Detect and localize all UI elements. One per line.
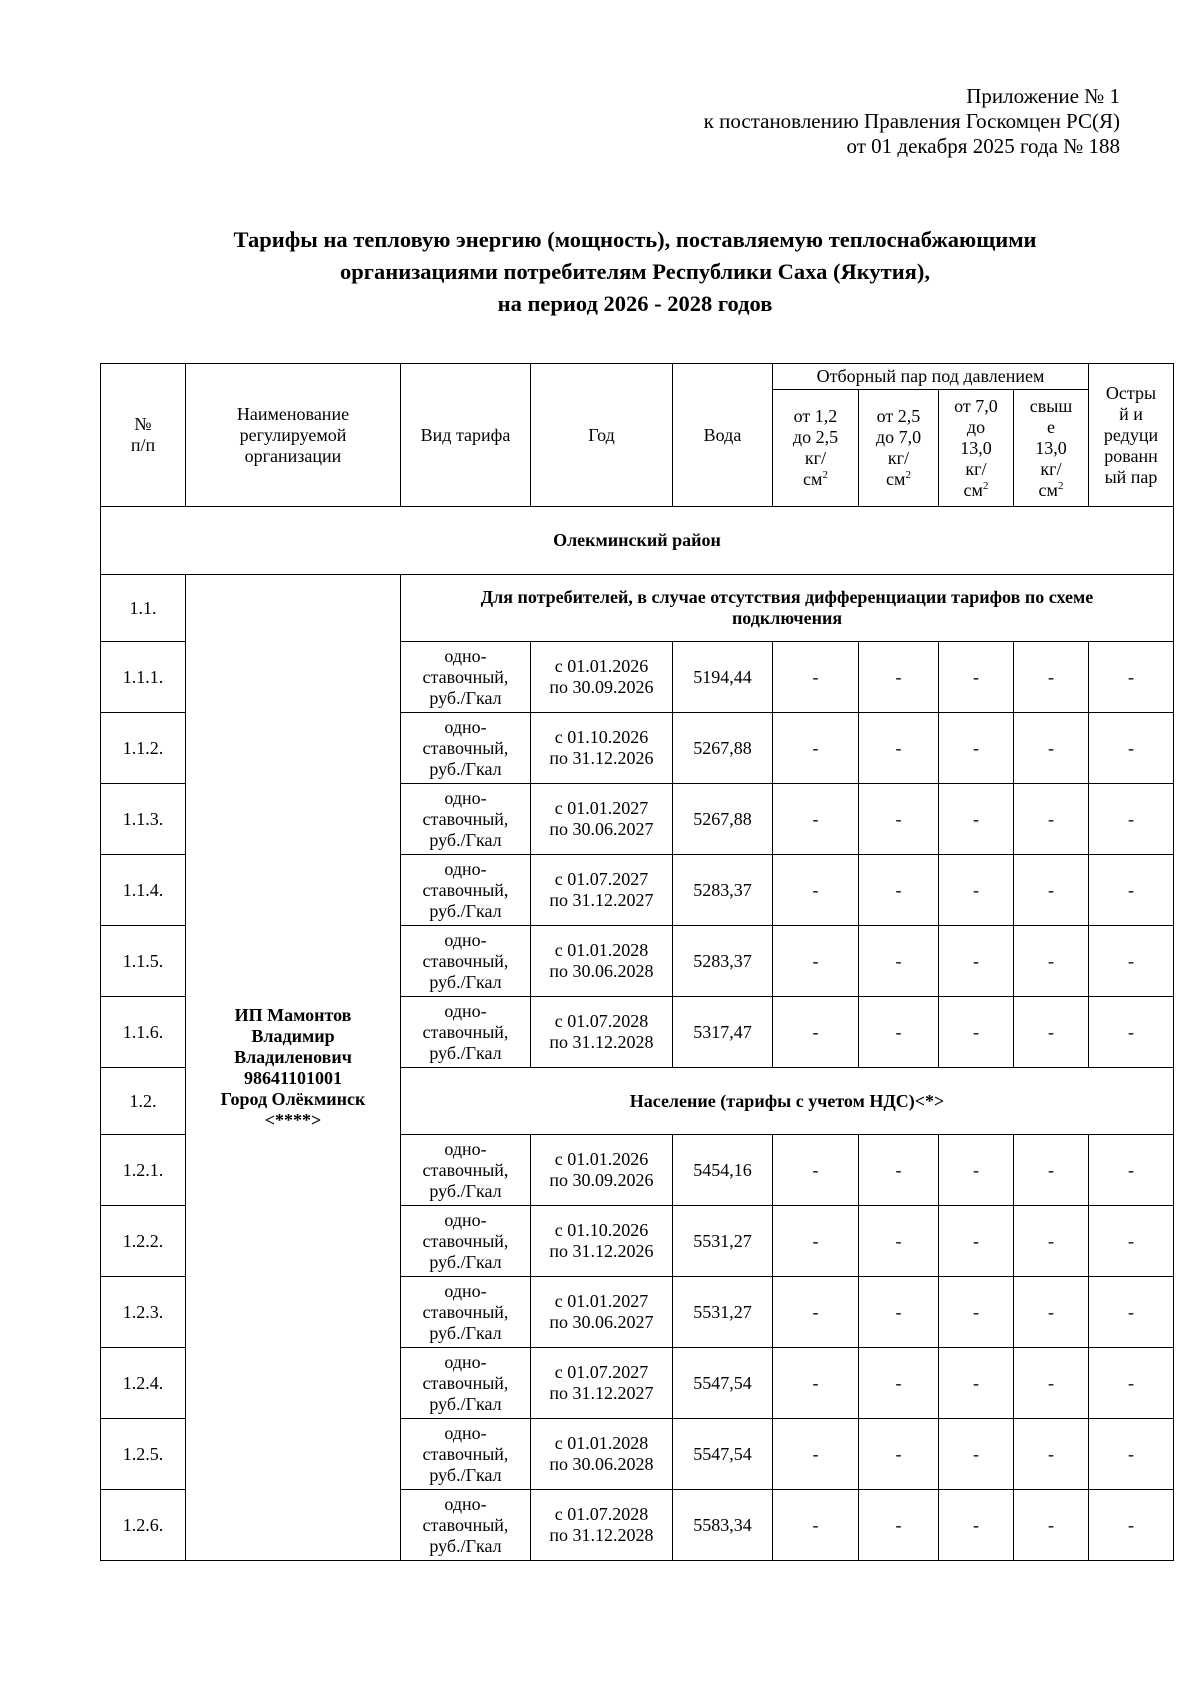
header-steam-1 <box>773 390 859 507</box>
tariff-type-line: руб./Гкал <box>429 1180 502 1201</box>
tariff-type-line: руб./Гкал <box>429 1535 502 1556</box>
organization-line: Город Олёкминск <box>220 1088 366 1109</box>
sharp-steam-value: - <box>1089 642 1174 713</box>
steam-4-value: - <box>1014 784 1089 855</box>
tariff-type-cell <box>401 642 531 713</box>
steam-4-value: - <box>1014 1490 1089 1561</box>
section-label-line: Для потребителей, в случае отсутствия дифференциации тарифов по схеме <box>480 587 1094 607</box>
unit-superscript: 2 <box>905 469 911 481</box>
title-line-3: на период 2026 - 2028 годов <box>497 291 773 316</box>
tariff-type-cell <box>401 713 531 784</box>
period-line: с 01.01.2027 <box>554 1291 649 1311</box>
period-line: по 31.12.2028 <box>549 1032 654 1052</box>
unit-text: см <box>886 469 906 489</box>
header-steam-line <box>861 469 936 490</box>
tariff-type-line: ставочный, <box>422 1301 509 1322</box>
steam-2-value: - <box>859 1419 939 1490</box>
period-line: по 30.09.2026 <box>549 1170 654 1190</box>
header-sharp-steam <box>1089 364 1174 507</box>
unit-text: см <box>963 479 983 500</box>
steam-2-value: - <box>859 784 939 855</box>
region-row: Олекминский район <box>101 507 1174 575</box>
unit-text: см <box>1038 479 1058 500</box>
steam-1-value: - <box>773 1348 859 1419</box>
header-steam-line <box>941 480 1011 501</box>
row-number: 1.1.2. <box>101 713 186 784</box>
tariff-type-line: руб./Гкал <box>429 758 502 779</box>
tariff-type-line: ставочный, <box>422 1021 509 1042</box>
water-value: 5531,27 <box>673 1206 773 1277</box>
steam-3-value: - <box>939 1419 1014 1490</box>
sharp-steam-value: - <box>1089 1135 1174 1206</box>
steam-3-value: - <box>939 997 1014 1068</box>
row-number: 1.1.3. <box>101 784 186 855</box>
period-cell <box>531 1419 673 1490</box>
tariff-type-cell <box>401 1277 531 1348</box>
period-line: по 30.06.2027 <box>549 819 654 839</box>
appendix-line-2: к постановлению Правления Госкомцен РС(Я) <box>703 109 1120 133</box>
period-cell <box>531 1277 673 1348</box>
tariff-type-line: руб./Гкал <box>429 1251 502 1272</box>
steam-3-value: - <box>939 1135 1014 1206</box>
steam-1-value: - <box>773 1419 859 1490</box>
unit-superscript: 2 <box>822 469 828 481</box>
tariff-type-cell <box>401 1419 531 1490</box>
period-line: по 31.12.2026 <box>549 748 654 768</box>
tariff-type-line: одно- <box>444 1351 487 1372</box>
period-line: с 01.07.2027 <box>554 1362 649 1382</box>
tariff-type-line: одно- <box>444 787 487 808</box>
header-steam-line <box>775 469 856 490</box>
water-value: 5194,44 <box>673 642 773 713</box>
header-org-line: организации <box>244 445 342 466</box>
row-number: 1.2.2. <box>101 1206 186 1277</box>
steam-2-value: - <box>859 855 939 926</box>
tariff-type-line: руб./Гкал <box>429 1042 502 1063</box>
water-value: 5317,47 <box>673 997 773 1068</box>
tariff-table <box>100 363 1174 1561</box>
header-steam-line: до 7,0 <box>875 427 922 447</box>
header-steam-line: 13,0 <box>960 437 992 458</box>
steam-1-value: - <box>773 1206 859 1277</box>
tariff-type-line: одно- <box>444 1209 487 1230</box>
section-row <box>101 575 1174 642</box>
period-line: с 01.01.2026 <box>554 1149 649 1169</box>
header-org-line: регулируемой <box>239 424 347 445</box>
tariff-type-line: одно- <box>444 1000 487 1021</box>
steam-1-value: - <box>773 926 859 997</box>
tariff-type-line: руб./Гкал <box>429 971 502 992</box>
water-value: 5283,37 <box>673 926 773 997</box>
period-cell <box>531 1348 673 1419</box>
header-steam-line <box>1016 480 1086 501</box>
period-line: с 01.10.2026 <box>554 1220 649 1240</box>
tariff-type-line: одно- <box>444 1280 487 1301</box>
steam-1-value: - <box>773 855 859 926</box>
period-line: с 01.01.2026 <box>554 656 649 676</box>
steam-4-value: - <box>1014 1419 1089 1490</box>
tariff-type-line: ставочный, <box>422 1372 509 1393</box>
organization-cell <box>186 575 401 1561</box>
tariff-type-line: руб./Гкал <box>429 829 502 850</box>
tariff-type-line: ставочный, <box>422 1443 509 1464</box>
steam-3-value: - <box>939 926 1014 997</box>
period-line: по 31.12.2028 <box>549 1525 654 1545</box>
period-line: с 01.07.2027 <box>554 869 649 889</box>
period-cell <box>531 1135 673 1206</box>
row-number: 1.1.4. <box>101 855 186 926</box>
steam-2-value: - <box>859 1348 939 1419</box>
steam-3-value: - <box>939 1277 1014 1348</box>
header-steam-line: от 2,5 <box>876 406 921 426</box>
section-label <box>401 1068 1174 1135</box>
row-number: 1.1.5. <box>101 926 186 997</box>
period-cell <box>531 784 673 855</box>
unit-superscript: 2 <box>982 479 989 492</box>
period-line: по 30.06.2028 <box>549 961 654 981</box>
sharp-steam-value: - <box>1089 1348 1174 1419</box>
tariff-type-cell <box>401 1490 531 1561</box>
header-sharp-line: рованн <box>1104 445 1158 466</box>
period-line: с 01.01.2028 <box>554 1433 649 1453</box>
steam-2-value: - <box>859 1206 939 1277</box>
header-steam-2 <box>859 390 939 507</box>
period-cell <box>531 1206 673 1277</box>
sharp-steam-value: - <box>1089 1490 1174 1561</box>
row-number: 1.2.4. <box>101 1348 186 1419</box>
tariff-type-cell <box>401 1206 531 1277</box>
header-steam-line: 13,0 <box>1035 437 1067 458</box>
steam-4-value: - <box>1014 997 1089 1068</box>
organization-line: Владиленович <box>234 1046 352 1067</box>
row-number: 1.2.1. <box>101 1135 186 1206</box>
steam-1-value: - <box>773 1135 859 1206</box>
organization-line: 98641101001 <box>243 1067 342 1088</box>
header-steam-3 <box>939 390 1014 507</box>
sharp-steam-value: - <box>1089 997 1174 1068</box>
header-number <box>101 364 186 507</box>
steam-3-value: - <box>939 1348 1014 1419</box>
tariff-type-line: ставочный, <box>422 1514 509 1535</box>
header-tariff-type: Вид тарифа <box>401 364 531 507</box>
header-sharp-line: ый пар <box>1104 466 1158 487</box>
tariff-type-line: ставочный, <box>422 808 509 829</box>
water-value: 5267,88 <box>673 713 773 784</box>
header-number-line: п/п <box>130 435 156 455</box>
steam-1-value: - <box>773 997 859 1068</box>
title-line-1: Тарифы на тепловую энергию (мощность), поставляемую теплоснабжающими <box>233 227 1037 252</box>
steam-3-value: - <box>939 855 1014 926</box>
tariff-type-line: одно- <box>444 929 487 950</box>
header-number-line: № <box>134 414 152 434</box>
steam-4-value: - <box>1014 926 1089 997</box>
section-number: 1.2. <box>101 1068 186 1135</box>
sharp-steam-value: - <box>1089 1277 1174 1348</box>
steam-3-value: - <box>939 1490 1014 1561</box>
steam-2-value: - <box>859 1135 939 1206</box>
steam-2-value: - <box>859 1277 939 1348</box>
steam-1-value: - <box>773 713 859 784</box>
tariff-type-line: одно- <box>444 1493 487 1514</box>
period-line: с 01.07.2028 <box>554 1504 649 1524</box>
sharp-steam-value: - <box>1089 784 1174 855</box>
tariff-type-line: одно- <box>444 858 487 879</box>
steam-4-value: - <box>1014 855 1089 926</box>
period-line: по 31.12.2027 <box>549 1383 654 1403</box>
water-value: 5547,54 <box>673 1348 773 1419</box>
steam-1-value: - <box>773 784 859 855</box>
steam-4-value: - <box>1014 1277 1089 1348</box>
row-number: 1.2.6. <box>101 1490 186 1561</box>
tariff-type-line: ставочный, <box>422 1230 509 1251</box>
tariff-type-line: ставочный, <box>422 737 509 758</box>
unit-text: см <box>803 469 823 489</box>
period-cell <box>531 926 673 997</box>
header-sharp-line: редуци <box>1103 424 1159 445</box>
tariff-type-line: руб./Гкал <box>429 900 502 921</box>
steam-4-value: - <box>1014 1135 1089 1206</box>
header-steam-line: кг/ <box>887 448 910 468</box>
period-line: по 30.09.2026 <box>549 677 654 697</box>
header-steam-line: до 2,5 <box>792 427 839 447</box>
tariff-type-line: одно- <box>444 1422 487 1443</box>
header-steam-line: свыш <box>1029 395 1073 416</box>
row-number: 1.1.6. <box>101 997 186 1068</box>
header-steam-line: от 7,0 <box>954 395 998 416</box>
steam-1-value: - <box>773 642 859 713</box>
period-cell <box>531 855 673 926</box>
sharp-steam-value: - <box>1089 1206 1174 1277</box>
tariff-type-line: руб./Гкал <box>429 1464 502 1485</box>
steam-3-value: - <box>939 713 1014 784</box>
water-value: 5267,88 <box>673 784 773 855</box>
tariff-type-line: ставочный, <box>422 666 509 687</box>
unit-superscript: 2 <box>1057 479 1064 492</box>
organization-line: <****> <box>264 1109 322 1130</box>
steam-2-value: - <box>859 1490 939 1561</box>
steam-4-value: - <box>1014 713 1089 784</box>
header-steam-4 <box>1014 390 1089 507</box>
tariff-type-line: руб./Гкал <box>429 687 502 708</box>
period-cell <box>531 642 673 713</box>
period-line: по 30.06.2027 <box>549 1312 654 1332</box>
title-line-2: организациями потребителям Республики Саха (Якутия), <box>340 259 930 284</box>
sharp-steam-value: - <box>1089 926 1174 997</box>
tariff-type-cell <box>401 784 531 855</box>
period-line: по 31.12.2027 <box>549 890 654 910</box>
appendix-line-1: Приложение № 1 <box>966 84 1120 108</box>
tariff-type-cell <box>401 1135 531 1206</box>
tariff-type-line: руб./Гкал <box>429 1393 502 1414</box>
header-steam-group: Отборный пар под давлением <box>773 364 1089 390</box>
period-line: с 01.10.2026 <box>554 727 649 747</box>
steam-3-value: - <box>939 642 1014 713</box>
row-number: 1.1.1. <box>101 642 186 713</box>
sharp-steam-value: - <box>1089 855 1174 926</box>
header-water: Вода <box>673 364 773 507</box>
period-line: по 31.12.2026 <box>549 1241 654 1261</box>
steam-2-value: - <box>859 713 939 784</box>
steam-2-value: - <box>859 997 939 1068</box>
period-line: с 01.01.2028 <box>554 940 649 960</box>
steam-4-value: - <box>1014 1206 1089 1277</box>
header-sharp-line: Остры <box>1105 382 1157 403</box>
section-label-line: подключения <box>731 608 843 628</box>
water-value: 5583,34 <box>673 1490 773 1561</box>
header-sharp-line: й и <box>1119 403 1143 424</box>
water-value: 5454,16 <box>673 1135 773 1206</box>
water-value: 5531,27 <box>673 1277 773 1348</box>
header-year: Год <box>531 364 673 507</box>
header-org-line: Наименование <box>236 403 350 424</box>
tariff-type-cell <box>401 926 531 997</box>
water-value: 5547,54 <box>673 1419 773 1490</box>
period-cell <box>531 713 673 784</box>
row-number: 1.2.5. <box>101 1419 186 1490</box>
section-number: 1.1. <box>101 575 186 642</box>
appendix-reference <box>600 84 1120 159</box>
sharp-steam-value: - <box>1089 1419 1174 1490</box>
steam-1-value: - <box>773 1490 859 1561</box>
tariff-type-cell <box>401 1348 531 1419</box>
tariff-type-line: одно- <box>444 645 487 666</box>
header-steam-line: кг/ <box>804 448 827 468</box>
period-cell <box>531 997 673 1068</box>
steam-3-value: - <box>939 784 1014 855</box>
header-steam-line: кг/ <box>965 458 987 479</box>
header-steam-line: е <box>1047 416 1055 437</box>
document-title <box>100 224 1170 320</box>
section-label <box>401 575 1174 642</box>
header-organization <box>186 364 401 507</box>
steam-4-value: - <box>1014 642 1089 713</box>
tariff-type-line: одно- <box>444 716 487 737</box>
tariff-type-cell <box>401 855 531 926</box>
tariff-type-line: ставочный, <box>422 1159 509 1180</box>
period-cell <box>531 1490 673 1561</box>
row-number: 1.2.3. <box>101 1277 186 1348</box>
tariff-type-line: руб./Гкал <box>429 1322 502 1343</box>
tariff-type-line: одно- <box>444 1138 487 1159</box>
organization-line: ИП Мамонтов <box>234 1004 352 1025</box>
water-value: 5283,37 <box>673 855 773 926</box>
tariff-type-line: ставочный, <box>422 879 509 900</box>
appendix-line-3: от 01 декабря 2025 года № 188 <box>846 134 1120 158</box>
period-line: с 01.01.2027 <box>554 798 649 818</box>
period-line: с 01.07.2028 <box>554 1011 649 1031</box>
tariff-type-line: ставочный, <box>422 950 509 971</box>
organization-line: Владимир <box>251 1025 335 1046</box>
steam-1-value: - <box>773 1277 859 1348</box>
sharp-steam-value: - <box>1089 713 1174 784</box>
steam-3-value: - <box>939 1206 1014 1277</box>
section-label-line: Население (тарифы с учетом НДС)<*> <box>629 1090 945 1111</box>
header-steam-line: от 1,2 <box>793 406 838 426</box>
period-line: по 30.06.2028 <box>549 1454 654 1474</box>
tariff-type-cell <box>401 997 531 1068</box>
steam-4-value: - <box>1014 1348 1089 1419</box>
header-steam-line: кг/ <box>1040 458 1062 479</box>
header-steam-line: до <box>966 416 986 437</box>
steam-2-value: - <box>859 642 939 713</box>
steam-2-value: - <box>859 926 939 997</box>
